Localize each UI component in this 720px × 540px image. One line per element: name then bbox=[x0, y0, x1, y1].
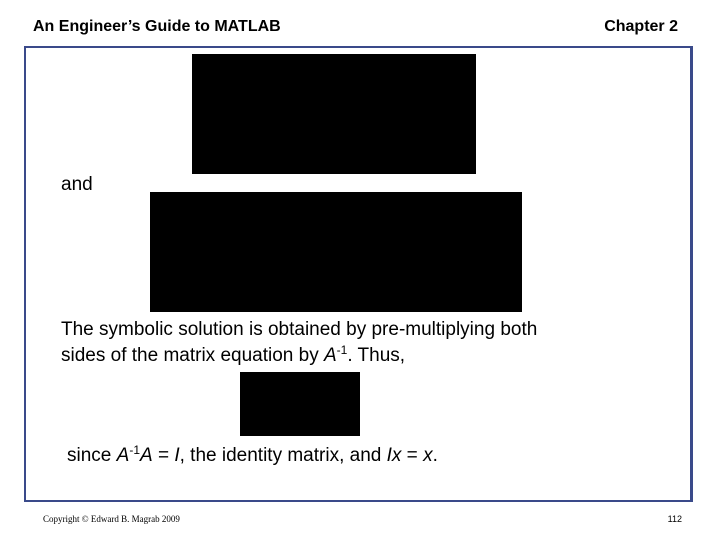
chapter-label: Chapter 2 bbox=[604, 18, 678, 35]
since-matrix-A-2: A bbox=[140, 445, 153, 466]
document-title: An Engineer’s Guide to MATLAB bbox=[33, 18, 281, 35]
paragraph-symbolic-solution bbox=[61, 317, 537, 369]
matrix-A: A bbox=[323, 345, 337, 366]
vector-x-2: x bbox=[423, 445, 433, 466]
vector-x: x bbox=[391, 445, 402, 466]
paragraph-line-1: The symbolic solution is obtained by pre-multiplying both bbox=[61, 319, 538, 340]
since-inverse-superscript: -1 bbox=[129, 443, 140, 457]
since-matrix-A: A bbox=[116, 445, 130, 466]
page-number: 112 bbox=[667, 514, 682, 524]
since-equals: = bbox=[152, 445, 175, 466]
equation-image-bottom bbox=[240, 372, 360, 436]
since-period: . bbox=[432, 445, 438, 466]
since-sentence bbox=[67, 443, 438, 469]
identity-I: I bbox=[174, 445, 180, 466]
equation-image-middle bbox=[150, 192, 522, 312]
identity-I-2: I bbox=[386, 445, 392, 466]
paragraph-line-2-end: . Thus, bbox=[347, 345, 406, 366]
since-equals-2: = bbox=[401, 445, 424, 466]
inverse-superscript: -1 bbox=[336, 343, 348, 357]
paragraph-line-2 bbox=[61, 343, 537, 369]
since-word: since bbox=[67, 445, 117, 466]
since-middle-text: , the identity matrix, and bbox=[179, 445, 387, 466]
copyright-notice: Copyright © Edward B. Magrab 2009 bbox=[43, 514, 180, 524]
paragraph-line-2-start: sides of the matrix equation by bbox=[61, 345, 324, 366]
equation-image-top bbox=[192, 54, 476, 174]
text-and: and bbox=[61, 174, 93, 195]
